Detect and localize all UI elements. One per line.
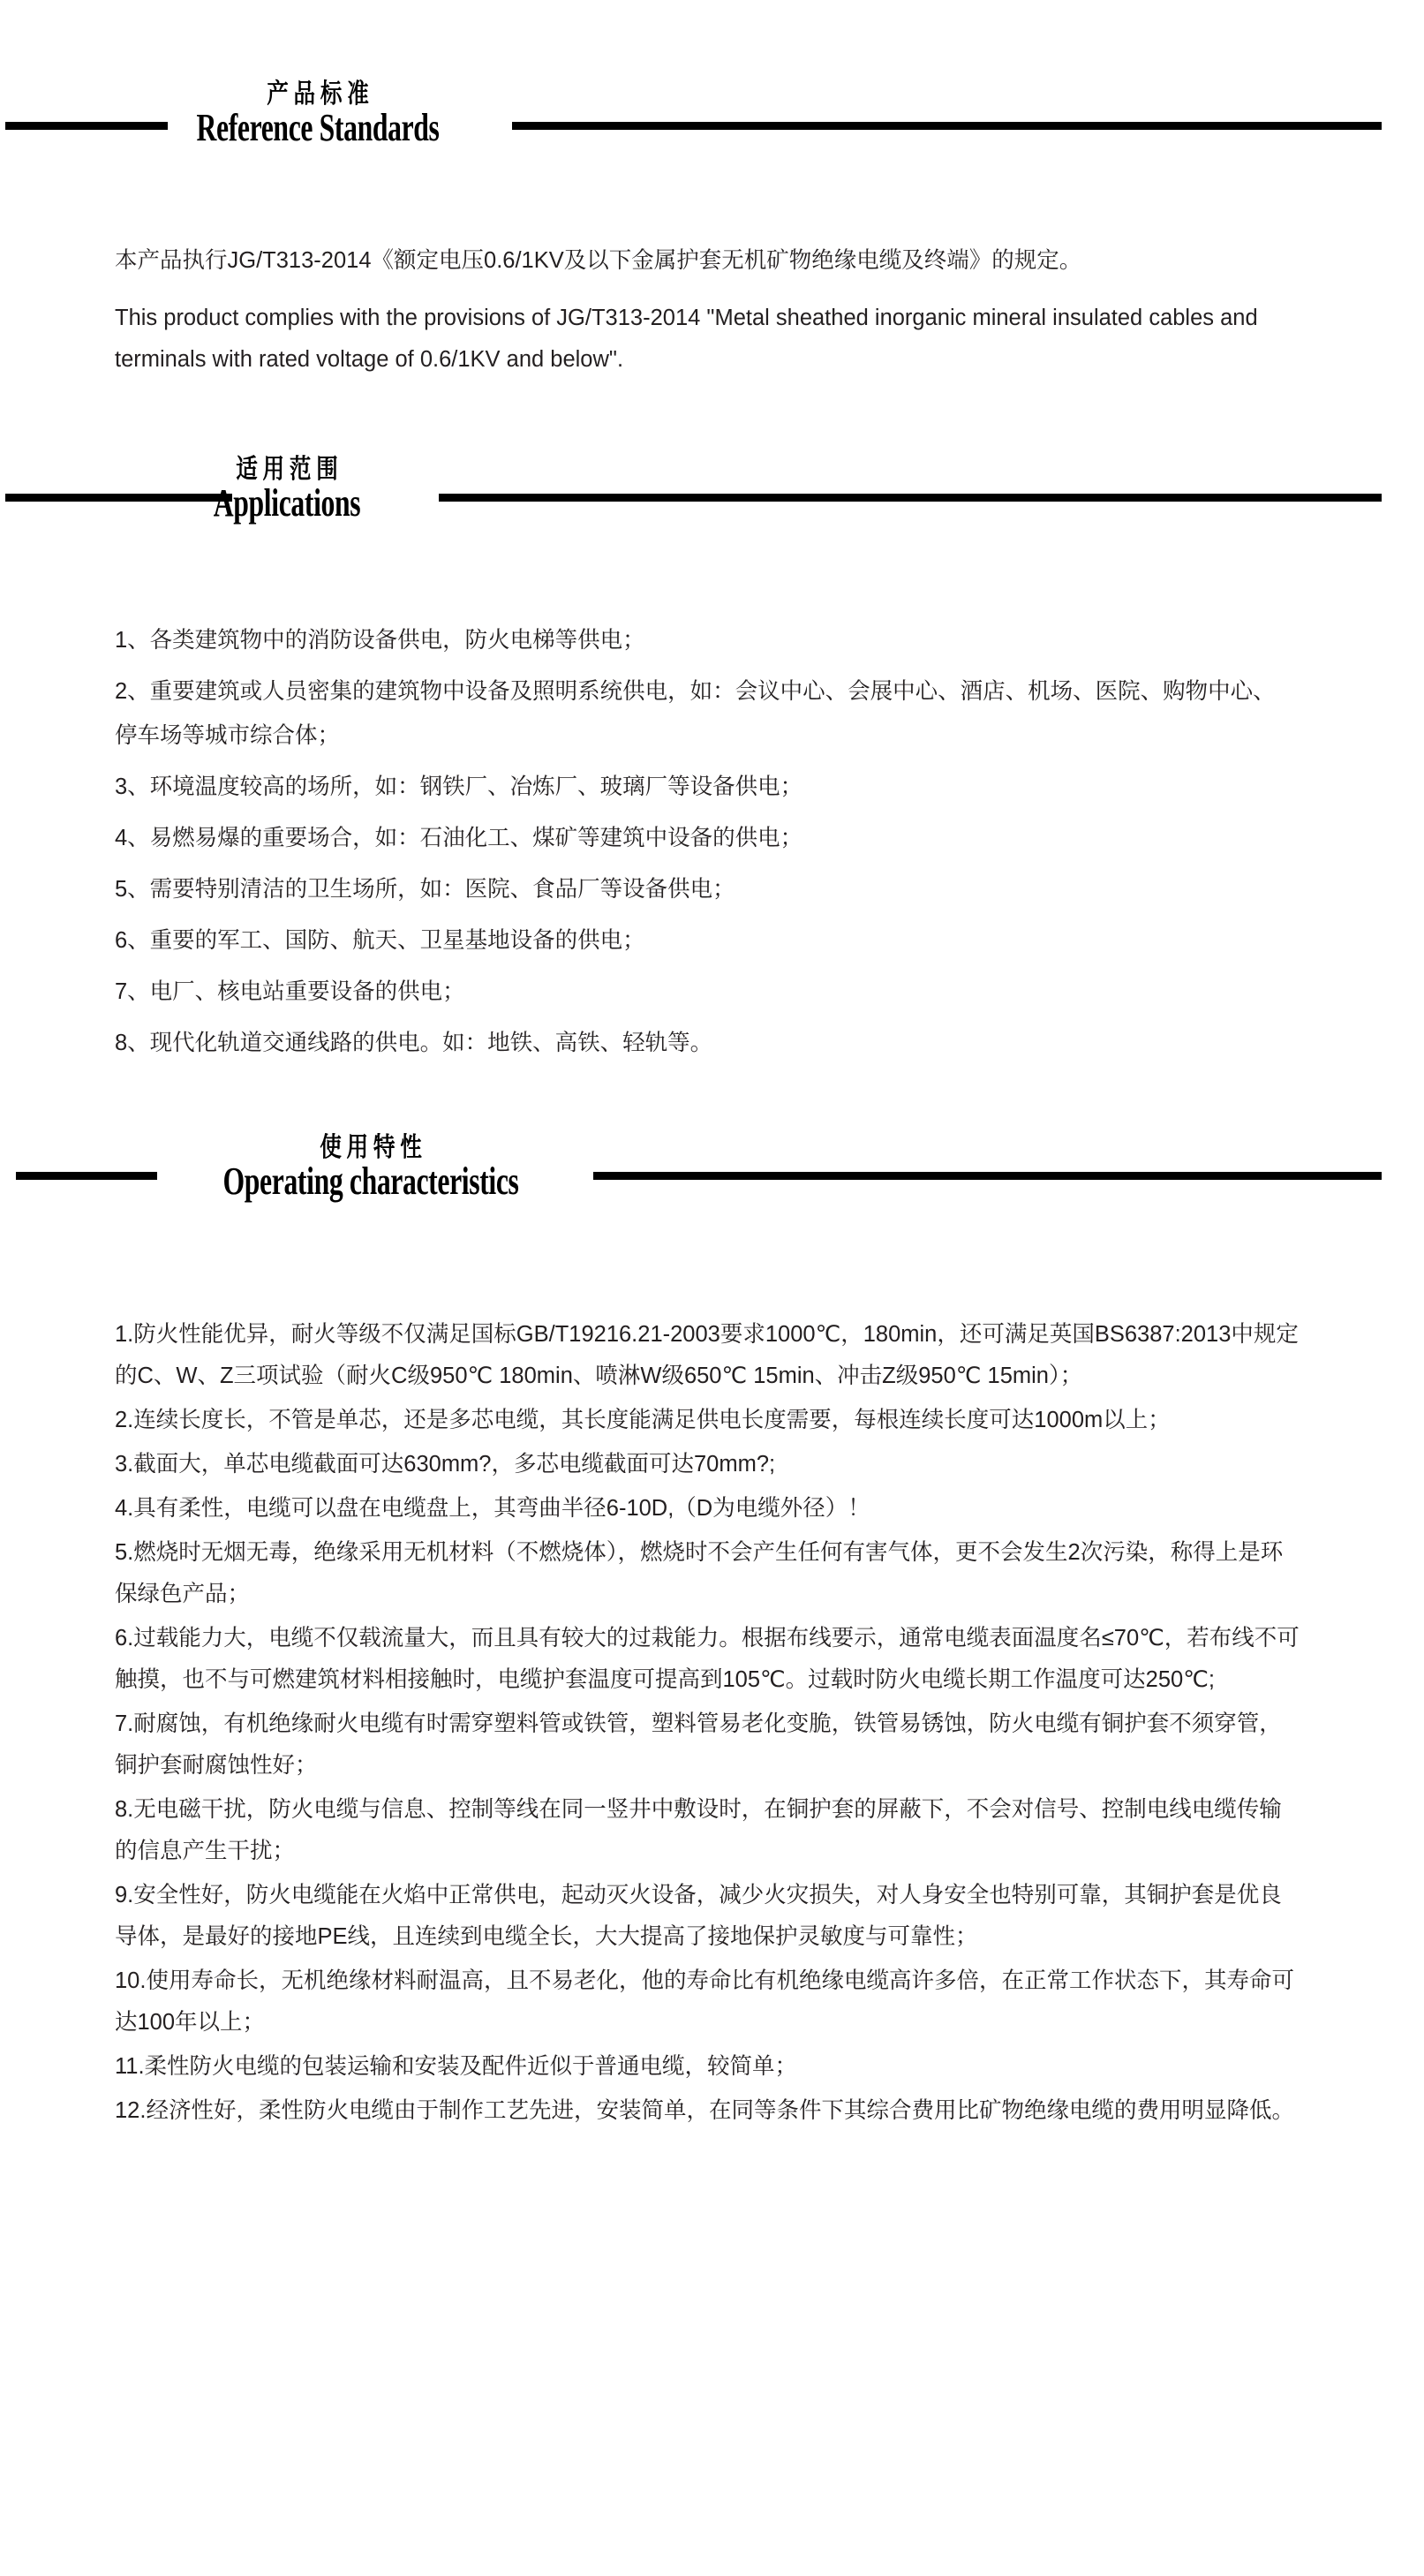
list-item: 12.经济性好，柔性防火电缆由于制作工艺先进，安装简单，在同等条件下其综合费用比矿物绝缘电缆的费用明显降低。 — [115, 2098, 1294, 2123]
list-item: 7、电厂、核电站重要设备的供电； — [115, 979, 465, 1004]
section-header-operating-characteristics — [0, 1133, 1424, 1230]
list-item: 5.燃烧时无烟无毒，绝缘采用无机材料（不燃烧体），燃烧时不会产生任何有害气体，更不会发生2次污染，称得上是环保绿色产品； — [115, 1540, 1284, 1606]
section-title-en: Operating characteristics — [222, 1160, 519, 1203]
list-item: 2.连续长度长，不管是单芯，还是多芯电缆，其长度能满足供电长度需要，每根连续长度可达1000m以上； — [115, 1408, 1171, 1432]
section-title-block — [150, 1133, 591, 1202]
section-title-cn: 使用特性 — [320, 1133, 427, 1162]
section-title-cn: 产品标准 — [267, 79, 374, 109]
paragraph: This product complies with the provisions of JG/T313-2014 "Metal sheathed inorganic mineral insulated cables and terminals with rated voltage of 0.6/1KV and below". — [115, 306, 1258, 372]
list-item: 1.防火性能优异，耐火等级不仅满足国标GB/T19216.21-2003要求1000℃，180min，还可满足英国BS6387:2013中规定的C、W、Z三项试验（耐火C级950℃ 180min、喷淋W级650℃ 15min、冲击Z级950℃ 15min）； — [115, 1322, 1299, 1388]
list-item: 6、重要的军工、国防、航天、卫星基地设备的供电； — [115, 928, 645, 953]
list-item: 11.柔性防火电缆的包装运输和安装及配件近似于普通电缆，较简单； — [115, 2054, 798, 2079]
list-item: 8.无电磁干扰，防火电缆与信息、控制等线在同一竖井中敷设时，在铜护套的屏蔽下，不会对信号、控制电线电缆传输的信息产生干扰； — [115, 1797, 1282, 1863]
list-item: 3.截面大，单芯电缆截面可达630mm?，多芯电缆截面可达70mm?; — [115, 1452, 776, 1477]
list-item: 4.具有柔性，电缆可以盘在电缆盘上，其弯曲半径6-10D,（D为电缆外径）！ — [115, 1496, 870, 1521]
header-rule-left — [16, 1172, 157, 1180]
header-rule-right — [512, 122, 1382, 130]
list-item: 10.使用寿命长，无机绝缘材料耐温高，且不易老化，他的寿命比有机绝缘电缆高许多倍，在正常工作状态下，其寿命可达100年以上； — [115, 1968, 1294, 2035]
section-title-en: Applications — [213, 481, 361, 525]
section-title-block — [141, 455, 433, 524]
header-rule-right — [439, 494, 1382, 502]
section-header-applications — [0, 455, 1424, 552]
section-title-en: Reference Standards — [196, 106, 440, 149]
list-item: 3、环境温度较高的场所，如：钢铁厂、冶炼厂、玻璃厂等设备供电； — [115, 774, 803, 799]
section-body-reference-standards — [115, 240, 1289, 381]
list-item: 1、各类建筑物中的消防设备供电，防火电梯等供电； — [115, 628, 645, 653]
list-item: 9.安全性好，防火电缆能在火焰中正常供电，起动灭火设备，减少火灾损失，对人身安全也特别可靠，其铜护套是优良导体，是最好的接地PE线，且连续到电缆全长，大大提高了接地保护灵敏度与可靠性； — [115, 1883, 1282, 1949]
paragraph: 本产品执行JG/T313-2014《额定电压0.6/1KV及以下金属护套无机矿物绝缘电缆及终端》的规定。 — [115, 248, 1082, 273]
section-body-operating-characteristics — [115, 1314, 1302, 2134]
section-title-cn: 适用范围 — [236, 455, 343, 484]
section-body-applications — [115, 618, 1289, 1065]
list-item: 8、现代化轨道交通线路的供电。如：地铁、高铁、轻轨等。 — [115, 1031, 713, 1055]
list-item: 2、重要建筑或人员密集的建筑物中设备及照明系统供电，如：会议中心、会展中心、酒店、机场、医院、购物中心、停车场等城市综合体； — [115, 679, 1276, 748]
header-rule-right — [593, 1172, 1382, 1180]
list-item: 7.耐腐蚀，有机绝缘耐火电缆有时需穿塑料管或铁管，塑料管易老化变脆，铁管易锈蚀，防火电缆有铜护套不须穿管，铜护套耐腐蚀性好； — [115, 1711, 1282, 1778]
list-item: 4、易燃易爆的重要场合，如：石油化工、煤矿等建筑中设备的供电； — [115, 826, 803, 850]
list-item: 6.过载能力大，电缆不仅载流量大，而且具有较大的过栽能力。根据布线要示，通常电缆表面温度名≤70℃，若布线不可触摸，也不与可燃建筑材料相接触时，电缆护套温度可提高到105℃。过载时防火电缆长期工作温度可达250℃; — [115, 1626, 1300, 1692]
list-item: 5、需要特别清洁的卫生场所，如：医院、食品厂等设备供电； — [115, 877, 735, 902]
section-title-block — [141, 79, 494, 148]
section-header-reference-standards — [0, 79, 1424, 177]
